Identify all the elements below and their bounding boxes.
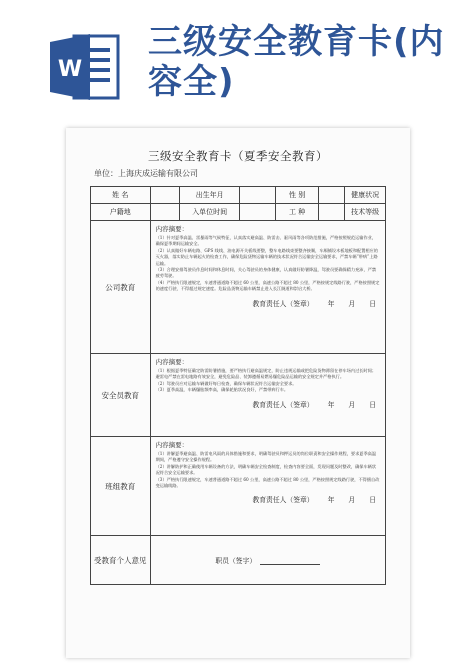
signature-line bbox=[156, 494, 380, 504]
summary-line: （1）根据夏季特征确定防雷防暑措施，要严格执行避高温规定，防止违规运输或把危险货物滞留在停车场内过长时间；避雷电严禁在雷电地路有效安全，避免危险品、装卸遵循易燃易爆危险品运输的安全规定并严格执行。 bbox=[155, 368, 377, 380]
hukou-value[interactable] bbox=[151, 204, 181, 220]
section-team bbox=[90, 437, 386, 536]
health-label: 健康状况 bbox=[351, 191, 380, 199]
year-label: 年 bbox=[327, 299, 335, 308]
staff-signature-field[interactable] bbox=[151, 536, 385, 584]
job-label: 工 种 bbox=[276, 204, 320, 220]
table-row bbox=[90, 204, 386, 221]
birth-value[interactable] bbox=[240, 187, 276, 203]
page-title: 三级安全教育卡(内容全) bbox=[148, 22, 445, 102]
summary-line: （3）合理安排驾驶员作息时间和休息时间，关心驾驶员的身体健康，认真做好防暑降温，驾驶员要确保精力充沛，严禁疲劳驾驶。 bbox=[155, 267, 377, 279]
section-personal-opinion bbox=[90, 536, 386, 585]
birth-label: 出生年月 bbox=[180, 187, 240, 203]
summary-heading: 内容摘要： bbox=[155, 358, 189, 366]
staff-sign-label: 职员（签字） bbox=[215, 557, 257, 565]
section-safety-officer bbox=[90, 354, 386, 437]
document-page bbox=[66, 128, 410, 658]
summary-heading: 内容摘要： bbox=[155, 441, 189, 449]
section-label: 公司教育 bbox=[91, 221, 151, 353]
responsible-label: 教育责任人（签章） bbox=[252, 400, 314, 409]
gender-label: 性 别 bbox=[276, 187, 320, 203]
summary-line: （2）讲解防护和正确使用车辆设备的方法，明确车辆安全检查制度，检查内容要全面，发现问题及时整改，确保车辆状况符合安全运输要求。 bbox=[155, 463, 377, 476]
month-label: 月 bbox=[348, 299, 356, 308]
summary-line: （2）认真做好车辆电路、GPS 线线、油电源开关板线要整，整车电路线束要整齐接顺，车厢铺设木板地板和配置相应的灭火器，落实防止车辆起火的检查工作，确保危险货物运输车辆的技术状况符合运输安全运输要求，严禁车辆“带病”上路运输。 bbox=[155, 247, 378, 266]
section-label: 安全员教育 bbox=[91, 354, 151, 436]
gender-value[interactable] bbox=[319, 187, 345, 203]
summary-line: （3）夏季高温，车辆爆胎频率高，确保轮胎状况良好，严禁带病行车。 bbox=[155, 387, 289, 393]
table-row bbox=[90, 186, 386, 204]
education-card-table bbox=[90, 186, 386, 585]
summary-line: （4）严格执行限速规定，车速普通道路不超过 60 公里，高速公路不超过 80 公里，严格按规定线路行驶，严格按照规定的速度行驶，不得超过规定速度。危险品货物运输车辆禁止进入长江隧道和崇启大桥。 bbox=[155, 279, 380, 292]
month-label: 月 bbox=[348, 496, 356, 505]
signature-line bbox=[156, 298, 380, 308]
skill-label: 技术等级 bbox=[351, 208, 380, 216]
section-content bbox=[151, 437, 385, 535]
year-label: 年 bbox=[327, 496, 335, 505]
job-value[interactable] bbox=[319, 204, 345, 220]
section-label: 班组教育 bbox=[91, 437, 151, 535]
summary-line: （1）讲解夏季避高温、防雷电风雨的具体措施和要求，明确驾驶员和押运员的岗位职责和安全操作规程，要求夏季高温期间，严格遵守安全操作规程。 bbox=[155, 451, 377, 463]
signature-line bbox=[156, 399, 380, 409]
name-label: 姓 名 bbox=[91, 187, 151, 203]
day-label: 日 bbox=[369, 299, 376, 308]
join-date-value[interactable] bbox=[240, 204, 276, 220]
section-content bbox=[151, 354, 385, 436]
join-date-label: 入单位时间 bbox=[180, 204, 240, 220]
section-company bbox=[90, 221, 386, 354]
document-title: 三级安全教育卡（夏季安全教育） bbox=[148, 149, 328, 163]
signature-blank[interactable] bbox=[260, 556, 320, 565]
day-label: 日 bbox=[369, 400, 376, 409]
section-label: 受教育个人意见 bbox=[91, 536, 151, 584]
section-content bbox=[151, 221, 385, 353]
word-document-icon bbox=[48, 30, 124, 104]
responsible-label: 教育责任人（签章） bbox=[252, 299, 314, 308]
unit-label: 单位：上海庆成运输有限公司 bbox=[94, 169, 198, 178]
summary-heading: 内容摘要： bbox=[155, 225, 189, 233]
month-label: 月 bbox=[348, 400, 356, 409]
summary-line: （1）针对夏季高温、雷暴雨等气候特征，认真落实避高温、防雷击、驱风雨等各项防范措施，严格按照规范运输作业，确保夏季期间运输安全。 bbox=[155, 235, 377, 247]
banner bbox=[0, 0, 474, 128]
name-value[interactable] bbox=[151, 187, 181, 203]
summary-line: （3）严格执行限速规定，车速普通道路不超过 60 公里，高速公路不超过 80 公里，严格按照规定线路行驶，不得擅自改变运输线路。 bbox=[155, 476, 380, 489]
svg-text:W: W bbox=[57, 57, 83, 82]
year-label: 年 bbox=[327, 400, 335, 409]
responsible-label: 教育责任人（签章） bbox=[252, 496, 314, 505]
summary-line: （2）驾驶员应对运输车辆做好每日检查，确保车辆状况符合运输安全要求。 bbox=[155, 380, 297, 386]
hukou-label: 户籍地 bbox=[91, 204, 151, 220]
day-label: 日 bbox=[369, 496, 376, 505]
